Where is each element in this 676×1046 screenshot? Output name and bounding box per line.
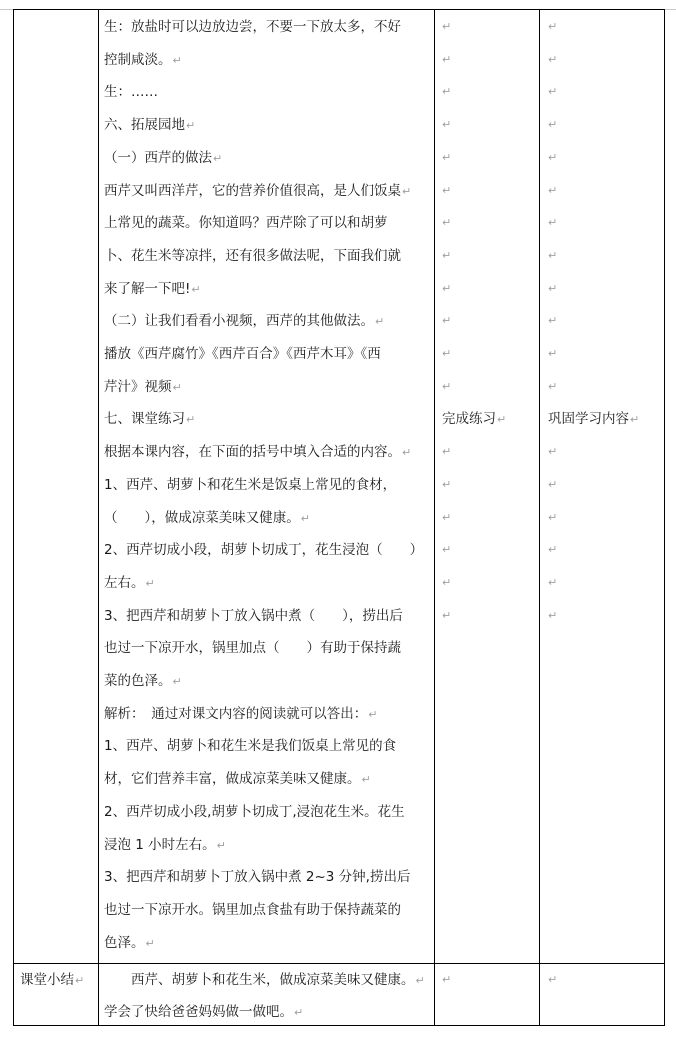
- content-line: [104, 540, 423, 560]
- content-line-text: 来了解一下吧!: [104, 281, 191, 297]
- summary-col3-mark: ↵: [442, 973, 452, 986]
- paragraph-mark: ↵: [442, 478, 452, 491]
- paragraph-mark: ↵: [145, 937, 155, 950]
- content-line-text: 材，它们营养丰富，做成凉菜美味又健康。: [104, 771, 361, 787]
- paragraph-mark: ↵: [442, 445, 452, 458]
- paragraph-mark: ↵: [191, 283, 201, 296]
- content-line-text: 西芹又叫西洋芹，它的营养价值很高，是人们饭桌: [104, 183, 401, 199]
- content-line: [104, 671, 182, 692]
- content-line: [104, 475, 396, 495]
- paragraph-mark: ↵: [361, 773, 371, 786]
- paragraph-mark: ↵: [548, 282, 558, 295]
- content-line: [104, 377, 182, 398]
- paragraph-mark: ↵: [442, 380, 452, 393]
- content-line: [104, 638, 401, 658]
- content-line: [104, 442, 411, 463]
- paragraph-mark: ↵: [402, 446, 412, 459]
- paragraph-mark: ↵: [186, 413, 196, 426]
- content-line-text: 菜的色泽。: [104, 673, 172, 689]
- paragraph-mark: ↵: [548, 609, 558, 622]
- paragraph-mark: ↵: [442, 184, 452, 197]
- content-line-text: 左右。: [104, 575, 145, 591]
- content-line: [104, 115, 195, 136]
- content-line: [104, 50, 182, 71]
- content-line: [104, 769, 371, 790]
- content-line: [104, 835, 226, 856]
- paragraph-mark: ↵: [548, 314, 558, 327]
- content-line-text: 1、西芹、胡萝卜和花生米是我们饭桌上常见的食: [104, 738, 397, 754]
- paragraph-mark: ↵: [548, 20, 558, 33]
- paragraph-mark: ↵: [548, 216, 558, 229]
- content-line-text: 色泽。: [104, 935, 145, 951]
- content-line-text: 2、西芹切成小段,胡萝卜切成丁,浸泡花生米。花生: [104, 804, 405, 820]
- paragraph-mark: ↵: [213, 152, 223, 165]
- content-line: [104, 246, 401, 266]
- content-line: [104, 148, 222, 169]
- summary-line-1: 西芹、胡萝卜和花生米，做成凉菜美味又健康。↵: [104, 972, 425, 988]
- paragraph-mark: ↵: [442, 347, 452, 360]
- paragraph-mark: ↵: [300, 512, 310, 525]
- paragraph-mark: ↵: [442, 118, 452, 131]
- paragraph-mark: ↵: [548, 511, 558, 524]
- content-line-text: 根据本课内容，在下面的括号中填入合适的内容。: [104, 444, 401, 460]
- content-line-text: 也过一下凉开水，锅里加点（ ）有助于保持蔬: [104, 640, 401, 656]
- content-line-text: 解析： 通过对课文内容的阅读就可以答出：: [104, 706, 368, 722]
- paragraph-mark: ↵: [216, 839, 226, 852]
- content-line: [104, 409, 195, 430]
- activity-label: 完成练习↵: [442, 411, 507, 427]
- paragraph-mark: ↵: [442, 282, 452, 295]
- content-line: [104, 867, 410, 887]
- paragraph-mark: ↵: [548, 478, 558, 491]
- content-line: [104, 573, 155, 594]
- paragraph-mark: ↵: [548, 445, 558, 458]
- content-line: [104, 508, 310, 529]
- paragraph-mark: ↵: [442, 314, 452, 327]
- content-line: [104, 279, 201, 300]
- content-line: [104, 344, 381, 364]
- content-line-text: 3、把西芹和胡萝卜丁放入锅中煮 2~3 分钟,捞出后: [104, 869, 411, 885]
- paragraph-mark: ↵: [172, 381, 182, 394]
- summary-col4-mark: ↵: [548, 973, 558, 986]
- paragraph-mark: ↵: [442, 249, 452, 262]
- content-line: [104, 900, 401, 920]
- paragraph-mark: ↵: [442, 53, 452, 66]
- paragraph-mark: ↵: [548, 184, 558, 197]
- content-line: [104, 82, 158, 102]
- content-line: [104, 933, 155, 954]
- summary-label: 课堂小结↵: [20, 972, 85, 988]
- column-divider-3: [539, 10, 540, 1025]
- content-line-text: 2、西芹切成小段，胡萝卜切成丁，花生浸泡（ ）: [104, 542, 424, 558]
- content-line-text: 生：……: [104, 84, 158, 100]
- content-line-text: 上常见的蔬菜。你知道吗？西芹除了可以和胡萝: [104, 215, 388, 231]
- intent-label: 巩固学习内容↵: [548, 411, 640, 427]
- paragraph-mark: ↵: [402, 185, 412, 198]
- paragraph-mark: ↵: [548, 576, 558, 589]
- paragraph-mark: ↵: [442, 576, 452, 589]
- content-line: [104, 181, 411, 202]
- content-line-text: 七、课堂练习: [104, 411, 185, 427]
- content-line-text: 播放《西芹腐竹》《西芹百合》《西芹木耳》《西: [104, 346, 381, 362]
- content-line-text: （ ），做成凉菜美味又健康。: [104, 510, 300, 526]
- paragraph-mark: ↵: [548, 543, 558, 556]
- paragraph-mark: ↵: [186, 119, 196, 132]
- paragraph-mark: ↵: [368, 708, 378, 721]
- content-line: [104, 311, 384, 332]
- paragraph-mark: ↵: [442, 543, 452, 556]
- paragraph-mark: ↵: [548, 151, 558, 164]
- content-line-text: 卜、花生米等凉拌，还有很多做法呢，下面我们就: [104, 248, 401, 264]
- paragraph-mark: ↵: [548, 347, 558, 360]
- content-line-text: 1、西芹、胡萝卜和花生米是饭桌上常见的食材，: [104, 477, 397, 493]
- paragraph-mark: ↵: [375, 315, 385, 328]
- paragraph-mark: ↵: [442, 20, 452, 33]
- content-line: [104, 17, 401, 37]
- content-line-text: （二）让我们看看小视频，西芹的其他做法。: [104, 313, 374, 329]
- content-line: [104, 736, 396, 756]
- row-divider-summary: [14, 963, 664, 964]
- paragraph-mark: ↵: [442, 216, 452, 229]
- content-line-text: （一）西芹的做法: [104, 150, 212, 166]
- summary-line-2: 学会了快给爸爸妈妈做一做吧。↵: [104, 1004, 304, 1020]
- paragraph-mark: ↵: [442, 511, 452, 524]
- paragraph-mark: ↵: [442, 85, 452, 98]
- paragraph-mark: ↵: [442, 151, 452, 164]
- content-line: [104, 213, 388, 233]
- paragraph-mark: ↵: [172, 54, 182, 67]
- column-divider-2: [434, 10, 435, 1025]
- paragraph-mark: ↵: [442, 609, 452, 622]
- paragraph-mark: ↵: [145, 577, 155, 590]
- paragraph-mark: ↵: [548, 53, 558, 66]
- paragraph-mark: ↵: [172, 675, 182, 688]
- content-line: [104, 606, 403, 626]
- content-line-text: 也过一下凉开水。锅里加点食盐有助于保持蔬菜的: [104, 902, 401, 918]
- paragraph-mark: ↵: [548, 85, 558, 98]
- content-line-text: 芹汁》视频: [104, 379, 172, 395]
- paragraph-mark: ↵: [548, 249, 558, 262]
- content-line: [104, 802, 405, 822]
- content-line-text: 生：放盐时可以边放边尝，不要一下放太多，不好: [104, 19, 401, 35]
- content-line-text: 六、拓展园地: [104, 117, 185, 133]
- paragraph-mark: ↵: [548, 118, 558, 131]
- paragraph-mark: ↵: [548, 380, 558, 393]
- content-line-text: 浸泡 1 小时左右。: [104, 837, 216, 853]
- content-line-text: 控制咸淡。: [104, 52, 172, 68]
- column-divider-1: [98, 10, 99, 1025]
- content-line: [104, 704, 377, 725]
- content-line-text: 3、把西芹和胡萝卜丁放入锅中煮（ ），捞出后: [104, 608, 403, 624]
